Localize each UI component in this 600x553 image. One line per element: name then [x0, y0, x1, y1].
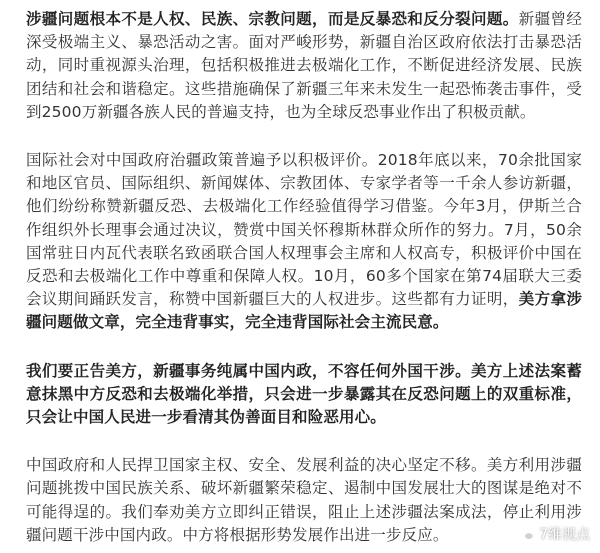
paragraph-4 [26, 454, 582, 547]
paragraph-2-body: 国际社会对中国政府治疆政策普遍予以积极评价。2018年底以来，70余批国家和地区官员、国际组织、新闻媒体、宗教团体、专家学者等一千余人参访新疆，他们纷纷称赞新疆反恐、去极端化工作经验值得学习借鉴。今年3月，伊斯兰合作组织外长理事会通过决议，赞赏中国关怀穆斯林群众所作的努力。7月，50余国常驻日内瓦代表联名致函联合国人权理事会主席和人权高专，积极评价中国在反恐和去极端化工作中尊重和保障人权。10月，60多个国家在第74届联大三委会议期间踊跃发言，称赞中国新疆巨大的人权进步。这些都有力证明， [26, 151, 582, 309]
paragraph-3-body: 我们要正告美方，新疆事务纯属中国内政，不容任何外国干涉。美方上述法案蓄意抹黑中方反恐和去极端化举措，只会进一步暴露其在反恐问题上的双重标准，只会让中国人民进一步看清其伪善面目和险恶用心。 [26, 361, 582, 427]
paragraph-1-body: 新疆曾经深受极端主义、暴恐活动之害。面对严峻形势，新疆自治区政府依法打击暴恐活动，同时重视源头治理，包括积极推进去极端化工作，不断促进经济发展、民族团结和社会和谐稳定。这些措施确保了新疆三年来未发生一起恐怖袭击事件，受到2500万新疆各族人民的普遍支持，也为全球反恐事业作出了积极贡献。 [26, 10, 582, 121]
paragraph-2-conclusion: 美方拿涉疆问题做文章，完全违背事实，完全违背国际社会主流民意。 [26, 290, 582, 332]
paragraph-3 [26, 360, 582, 430]
paragraph-1-lead: 涉疆问题根本不是人权、民族、宗教问题，而是反暴恐和反分裂问题。 [26, 10, 519, 28]
wechat-logo-icon [517, 525, 535, 543]
paragraph-2 [26, 149, 582, 335]
watermark-label: 7维视点 [539, 527, 590, 543]
paragraph-4-body: 中国政府和人民捍卫国家主权、安全、发展利益的决心坚定不移。美方利用涉疆问题挑拨中国民族关系、破坏新疆繁荣稳定、遏制中国发展壮大的图谋是绝对不可能得逞的。我们奉劝美方立即纠正错误，阻止上述涉疆法案成法，停止利用涉疆问题干涉中国内政。中方将根据形势发展作出进一步反应。 [26, 456, 582, 544]
article-body [26, 8, 582, 547]
watermark [517, 524, 590, 544]
paragraph-1 [26, 8, 582, 124]
